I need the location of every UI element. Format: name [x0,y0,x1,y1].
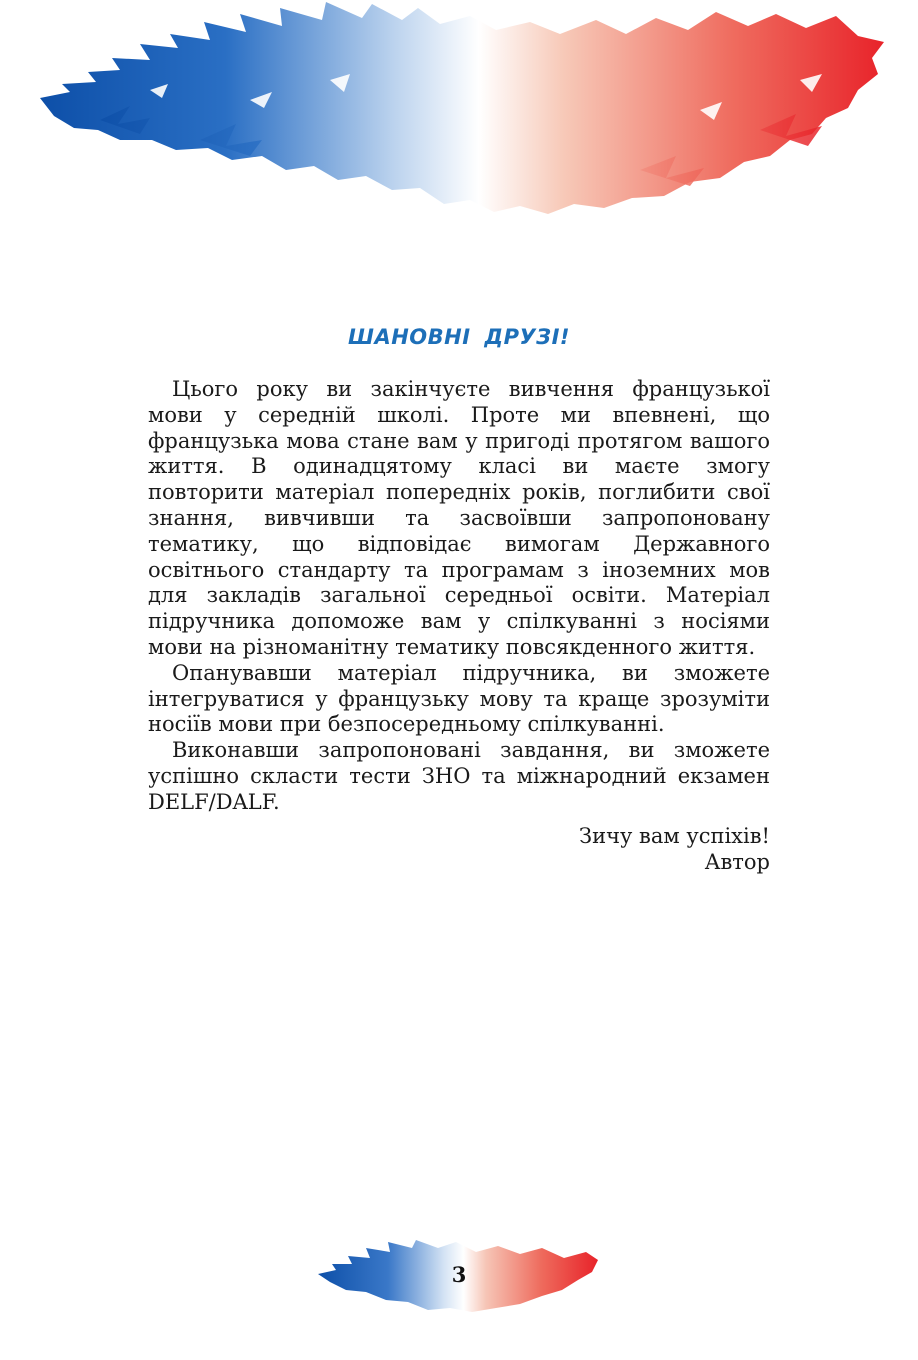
paragraph-1: Цього року ви закінчуєте вивчення французької мови у середній школі. Проте ми впевнені, що французька мова стане вам у пригоді протягом вашого життя. В одинадцятому класі ви маєте змогу повторити матеріал попередніх років, поглибити свої знання, вивчивши та засвоївши запропоновану тематику, що відповідає вимогам Державного освітнього стандарту та програмам з іноземних мов для закладів загальної середньої освіти. Матеріал підручника допоможе вам у спілкуванні з носіями мови на різноманітну тематику повсякденного життя. [148,377,770,659]
intro-text [148,377,770,816]
signature-author: Автор [704,850,770,874]
signature-block [148,823,770,875]
paragraph-2: Опанувавши матеріал підручника, ви зможете інтегруватися у французьку мову та краще зрозуміти носіїв мови при безпосередньому спілкуванні. [148,660,770,737]
page-number: 3 [451,1262,467,1287]
signature-wish: Зичу вам успіхів! [579,824,770,848]
flag-brushstroke-header [0,0,918,240]
paragraph-3: Виконавши запропоновані завдання, ви зможете успішно скласти тести ЗНО та міжнародний екзамен DELF/DALF. [148,738,770,814]
page-heading: ШАНОВНІ ДРУЗІ! [348,325,570,349]
